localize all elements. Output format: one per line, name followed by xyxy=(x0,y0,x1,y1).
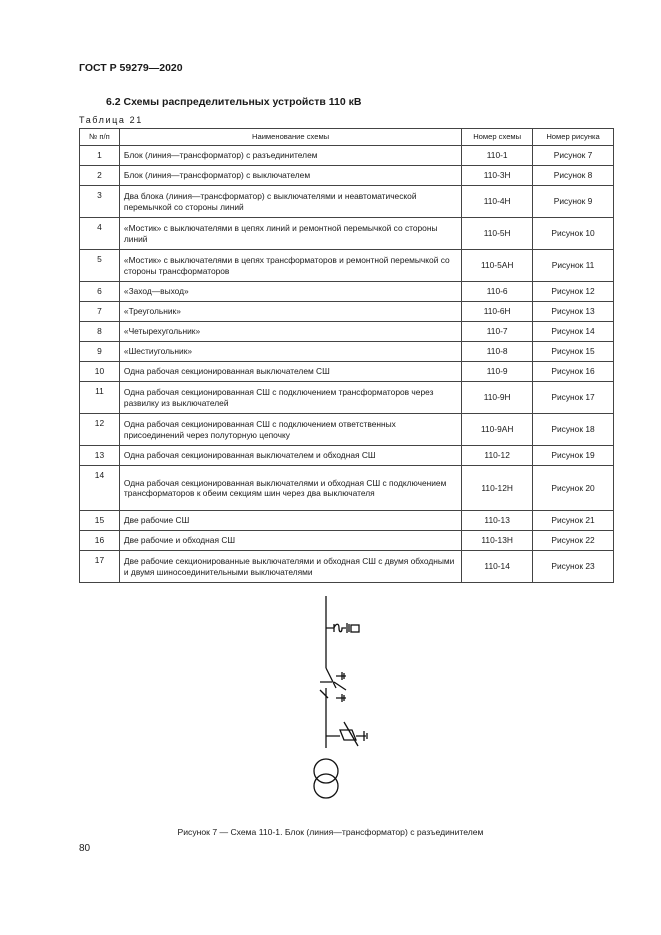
row-code: 110-14 xyxy=(462,551,533,583)
row-num: 3 xyxy=(80,186,120,218)
row-figure: Рисунок 7 xyxy=(533,146,614,166)
earth-block-symbol xyxy=(351,625,359,632)
header-code: Номер схемы xyxy=(462,129,533,146)
table-row xyxy=(80,302,614,322)
row-num: 13 xyxy=(80,446,120,466)
row-code: 110-4Н xyxy=(462,186,533,218)
row-code: 110-8 xyxy=(462,342,533,362)
row-num: 14 xyxy=(80,466,120,511)
table-row xyxy=(80,446,614,466)
row-figure: Рисунок 10 xyxy=(533,218,614,250)
table-row xyxy=(80,362,614,382)
row-num: 4 xyxy=(80,218,120,250)
row-num: 8 xyxy=(80,322,120,342)
row-code: 110-9 xyxy=(462,362,533,382)
table-row xyxy=(80,282,614,302)
row-num: 7 xyxy=(80,302,120,322)
row-figure: Рисунок 12 xyxy=(533,282,614,302)
row-name: «Заход—выход» xyxy=(119,282,461,302)
row-code: 110-13 xyxy=(462,511,533,531)
row-name: Одна рабочая секционированная выключателем СШ xyxy=(119,362,461,382)
table-row xyxy=(80,146,614,166)
section-title: 6.2 Схемы распределительных устройств 110 кВ xyxy=(106,96,362,108)
row-figure: Рисунок 23 xyxy=(533,551,614,583)
earthing-switch-symbol xyxy=(326,624,346,632)
row-code: 110-12Н xyxy=(462,466,533,511)
row-figure: Рисунок 22 xyxy=(533,531,614,551)
row-code: 110-9АН xyxy=(462,414,533,446)
table-row xyxy=(80,382,614,414)
table-row xyxy=(80,414,614,446)
row-num: 12 xyxy=(80,414,120,446)
row-code: 110-1 xyxy=(462,146,533,166)
row-name: Одна рабочая секционированная СШ с подключением ответственных присоединений через полуторную цепочку xyxy=(119,414,461,446)
row-figure: Рисунок 14 xyxy=(533,322,614,342)
row-name: «Мостик» с выключателями в цепях трансформаторов и ремонтной перемычкой со стороны трансформаторов xyxy=(119,250,461,282)
table-header-row xyxy=(80,129,614,146)
row-name: «Четырехугольник» xyxy=(119,322,461,342)
table-row xyxy=(80,250,614,282)
row-figure: Рисунок 20 xyxy=(533,466,614,511)
row-name: Одна рабочая секционированная СШ с подключением трансформаторов через развилку из выключателей xyxy=(119,382,461,414)
document-header: ГОСТ Р 59279—2020 xyxy=(79,62,183,74)
row-num: 1 xyxy=(80,146,120,166)
row-code: 110-5Н xyxy=(462,218,533,250)
row-code: 110-6Н xyxy=(462,302,533,322)
row-code: 110-13Н xyxy=(462,531,533,551)
row-name: Блок (линия—трансформатор) с выключателем xyxy=(119,166,461,186)
row-figure: Рисунок 9 xyxy=(533,186,614,218)
row-name: Одна рабочая секционированная выключателями и обходная СШ с подключением трансформаторов к обеим секциям шин через два выключателя xyxy=(119,466,461,511)
row-name: Две рабочие и обходная СШ xyxy=(119,531,461,551)
table-row xyxy=(80,322,614,342)
row-num: 9 xyxy=(80,342,120,362)
table-row xyxy=(80,342,614,362)
row-num: 11 xyxy=(80,382,120,414)
row-name: Блок (линия—трансформатор) с разъединителем xyxy=(119,146,461,166)
figure-caption: Рисунок 7 — Схема 110-1. Блок (линия—трансформатор) с разъединителем xyxy=(177,827,484,837)
table-row xyxy=(80,218,614,250)
page-number: 80 xyxy=(79,843,91,854)
row-name: «Мостик» с выключателями в цепях линий и ремонтной перемычкой со стороны линий xyxy=(119,218,461,250)
row-num: 6 xyxy=(80,282,120,302)
row-num: 10 xyxy=(80,362,120,382)
row-figure: Рисунок 18 xyxy=(533,414,614,446)
row-figure: Рисунок 11 xyxy=(533,250,614,282)
table-row xyxy=(80,511,614,531)
row-name: Две рабочие СШ xyxy=(119,511,461,531)
row-name: Одна рабочая секционированная выключателем и обходная СШ xyxy=(119,446,461,466)
row-code: 110-5АН xyxy=(462,250,533,282)
row-name: «Треугольник» xyxy=(119,302,461,322)
header-num: № п/п xyxy=(80,129,120,146)
table-row xyxy=(80,466,614,511)
transformer-winding-lower-icon xyxy=(314,774,338,798)
row-code: 110-9Н xyxy=(462,382,533,414)
table-row xyxy=(80,186,614,218)
row-name: Две рабочие секционированные выключателями и обходная СШ с двумя обходными и двумя шиносоединительными выключателями xyxy=(119,551,461,583)
row-figure: Рисунок 8 xyxy=(533,166,614,186)
row-num: 15 xyxy=(80,511,120,531)
table-row xyxy=(80,166,614,186)
row-figure: Рисунок 16 xyxy=(533,362,614,382)
row-num: 5 xyxy=(80,250,120,282)
schemes-table xyxy=(79,128,614,583)
row-code: 110-3Н xyxy=(462,166,533,186)
row-num: 17 xyxy=(80,551,120,583)
header-name: Наименование схемы xyxy=(119,129,461,146)
transformer-winding-upper-icon xyxy=(314,759,338,783)
row-figure: Рисунок 19 xyxy=(533,446,614,466)
table-caption: Таблица 21 xyxy=(79,115,143,125)
row-figure: Рисунок 15 xyxy=(533,342,614,362)
row-code: 110-6 xyxy=(462,282,533,302)
row-figure: Рисунок 17 xyxy=(533,382,614,414)
surge-arrester-symbol xyxy=(326,722,367,746)
row-num: 16 xyxy=(80,531,120,551)
row-figure: Рисунок 21 xyxy=(533,511,614,531)
header-figure: Номер рисунка xyxy=(533,129,614,146)
row-figure: Рисунок 13 xyxy=(533,302,614,322)
table-row xyxy=(80,531,614,551)
row-name: Два блока (линия—трансформатор) с выключателями и неавтоматической перемычкой со стороны линий xyxy=(119,186,461,218)
table-row xyxy=(80,551,614,583)
scheme-110-1-diagram xyxy=(306,596,386,816)
row-name: «Шестиугольник» xyxy=(119,342,461,362)
row-num: 2 xyxy=(80,166,120,186)
row-code: 110-7 xyxy=(462,322,533,342)
row-code: 110-12 xyxy=(462,446,533,466)
